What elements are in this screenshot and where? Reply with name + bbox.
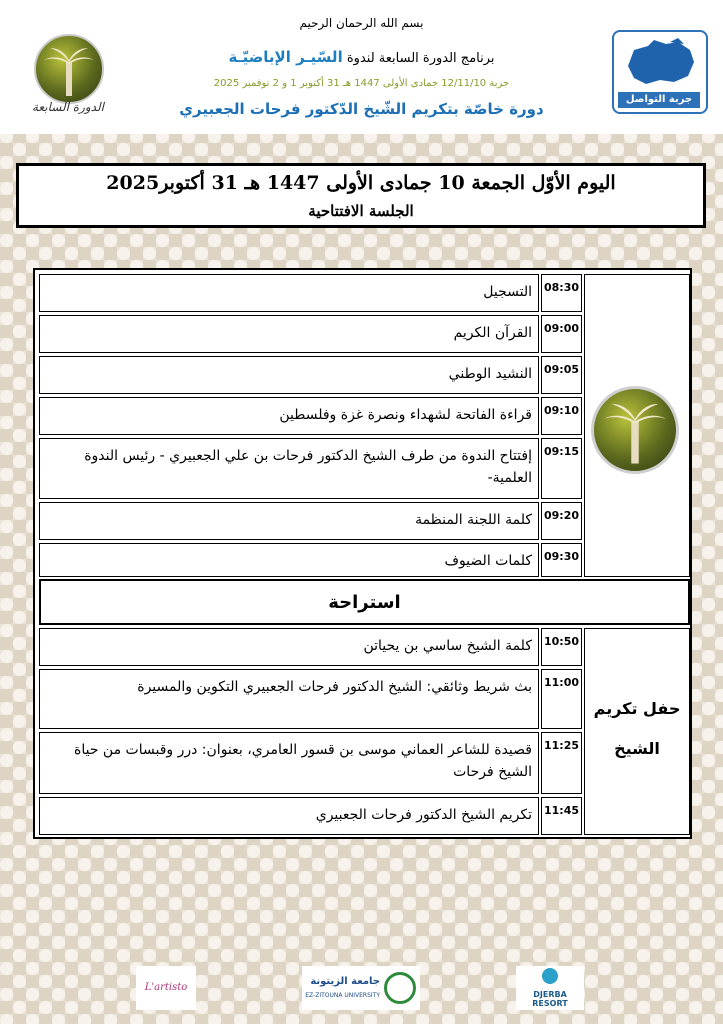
seminar-emblem-small — [591, 386, 679, 474]
table-row-event: كلمة الشيخ ساسي بن يحياتن — [39, 628, 539, 666]
table-row-event: إفتتاح الندوة من طرف الشيخ الدكتور فرحات بن علي الجعبيري - رئيس الندوة العلمية- — [39, 438, 539, 499]
table-row-event: بث شريط وثائقي: الشيخ الدكتور فرحات الجعبيري التكوين والمسيرة — [39, 669, 539, 729]
program-prefix: برنامج الدورة السابعة لندوة — [346, 51, 495, 66]
page-header — [0, 0, 723, 134]
djerba-tawasul-logo — [612, 30, 708, 114]
schedule-table — [33, 268, 692, 839]
island-map-icon — [620, 36, 700, 90]
table-row-time: 09:05 — [541, 356, 582, 394]
zitouna-name-ar: جامعة الزيتونة — [310, 976, 380, 987]
table-row-event: كلمة اللجنة المنظمة — [39, 502, 539, 540]
program-dates: جربة 12/11/10 جمادى الأولى 1447 هـ 31 أكتوبر 1 و 2 نوفمبر 2025 — [213, 78, 510, 89]
table-row-time: 09:00 — [541, 315, 582, 353]
zitouna-emblem-icon — [384, 972, 416, 1004]
zitouna-logo — [302, 966, 420, 1010]
table-row-time: 11:45 — [541, 797, 582, 835]
palm-tree-icon — [594, 389, 676, 471]
table-row-event: تكريم الشيخ الدكتور فرحات الجعبيري — [39, 797, 539, 835]
table-row-time: 09:20 — [541, 502, 582, 540]
table-row-time: 09:30 — [541, 543, 582, 577]
basmala: بسم الله الرحمان الرحيم — [299, 16, 424, 30]
table-row-event: القرآن الكريم — [39, 315, 539, 353]
djerba-resort-logo — [516, 966, 584, 1010]
table-row-time: 09:15 — [541, 438, 582, 499]
day-heading-box — [16, 163, 706, 228]
seminar-emblem — [34, 34, 104, 104]
logo-right-text: جربة التواصل — [618, 92, 700, 108]
break-row: استراحة — [39, 579, 690, 625]
program-highlight: السّيـر الإباضيّـة — [228, 48, 343, 66]
special-edition: دورة خاصّة بتكريم الشّيخ الدّكتور فرحات الجعبيري — [179, 100, 544, 118]
day-title: اليوم الأوّل الجمعة 10 جمادى الأولى 1447 هـ 31 أكتوبر2025 — [106, 172, 616, 194]
table-row-event: قصيدة للشاعر العماني موسى بن قسور العامري، بعنوان: درر وقبسات من حياة الشيخ فرحات — [39, 732, 539, 794]
table-row-time: 08:30 — [541, 274, 582, 312]
table-row-event: قراءة الفاتحة لشهداء ونصرة غزة وفلسطين — [39, 397, 539, 435]
palm-tree-icon — [36, 36, 102, 102]
table-row-time: 11:25 — [541, 732, 582, 794]
djerba-resort-name: DJERBA RESORT — [532, 990, 568, 1008]
tribute-label: حفل تكريم الشيخ — [584, 628, 690, 835]
table-row-time: 09:10 — [541, 397, 582, 435]
table-row-event: التسجيل — [39, 274, 539, 312]
table-row-time: 11:00 — [541, 669, 582, 729]
table-row-event: كلمات الضيوف — [39, 543, 539, 577]
artisto-logo: L'artisto — [136, 966, 196, 1010]
zitouna-name-en: EZ-ZITOUNA UNIVERSITY — [305, 992, 380, 999]
resort-sun-icon — [542, 968, 558, 984]
logo-left-caption: الدورة السابعة — [32, 100, 104, 114]
table-row-event: النشيد الوطني — [39, 356, 539, 394]
session-title: الجلسة الافتتاحية — [308, 202, 414, 220]
sponsors-footer — [0, 960, 723, 1020]
table-row-time: 10:50 — [541, 628, 582, 666]
